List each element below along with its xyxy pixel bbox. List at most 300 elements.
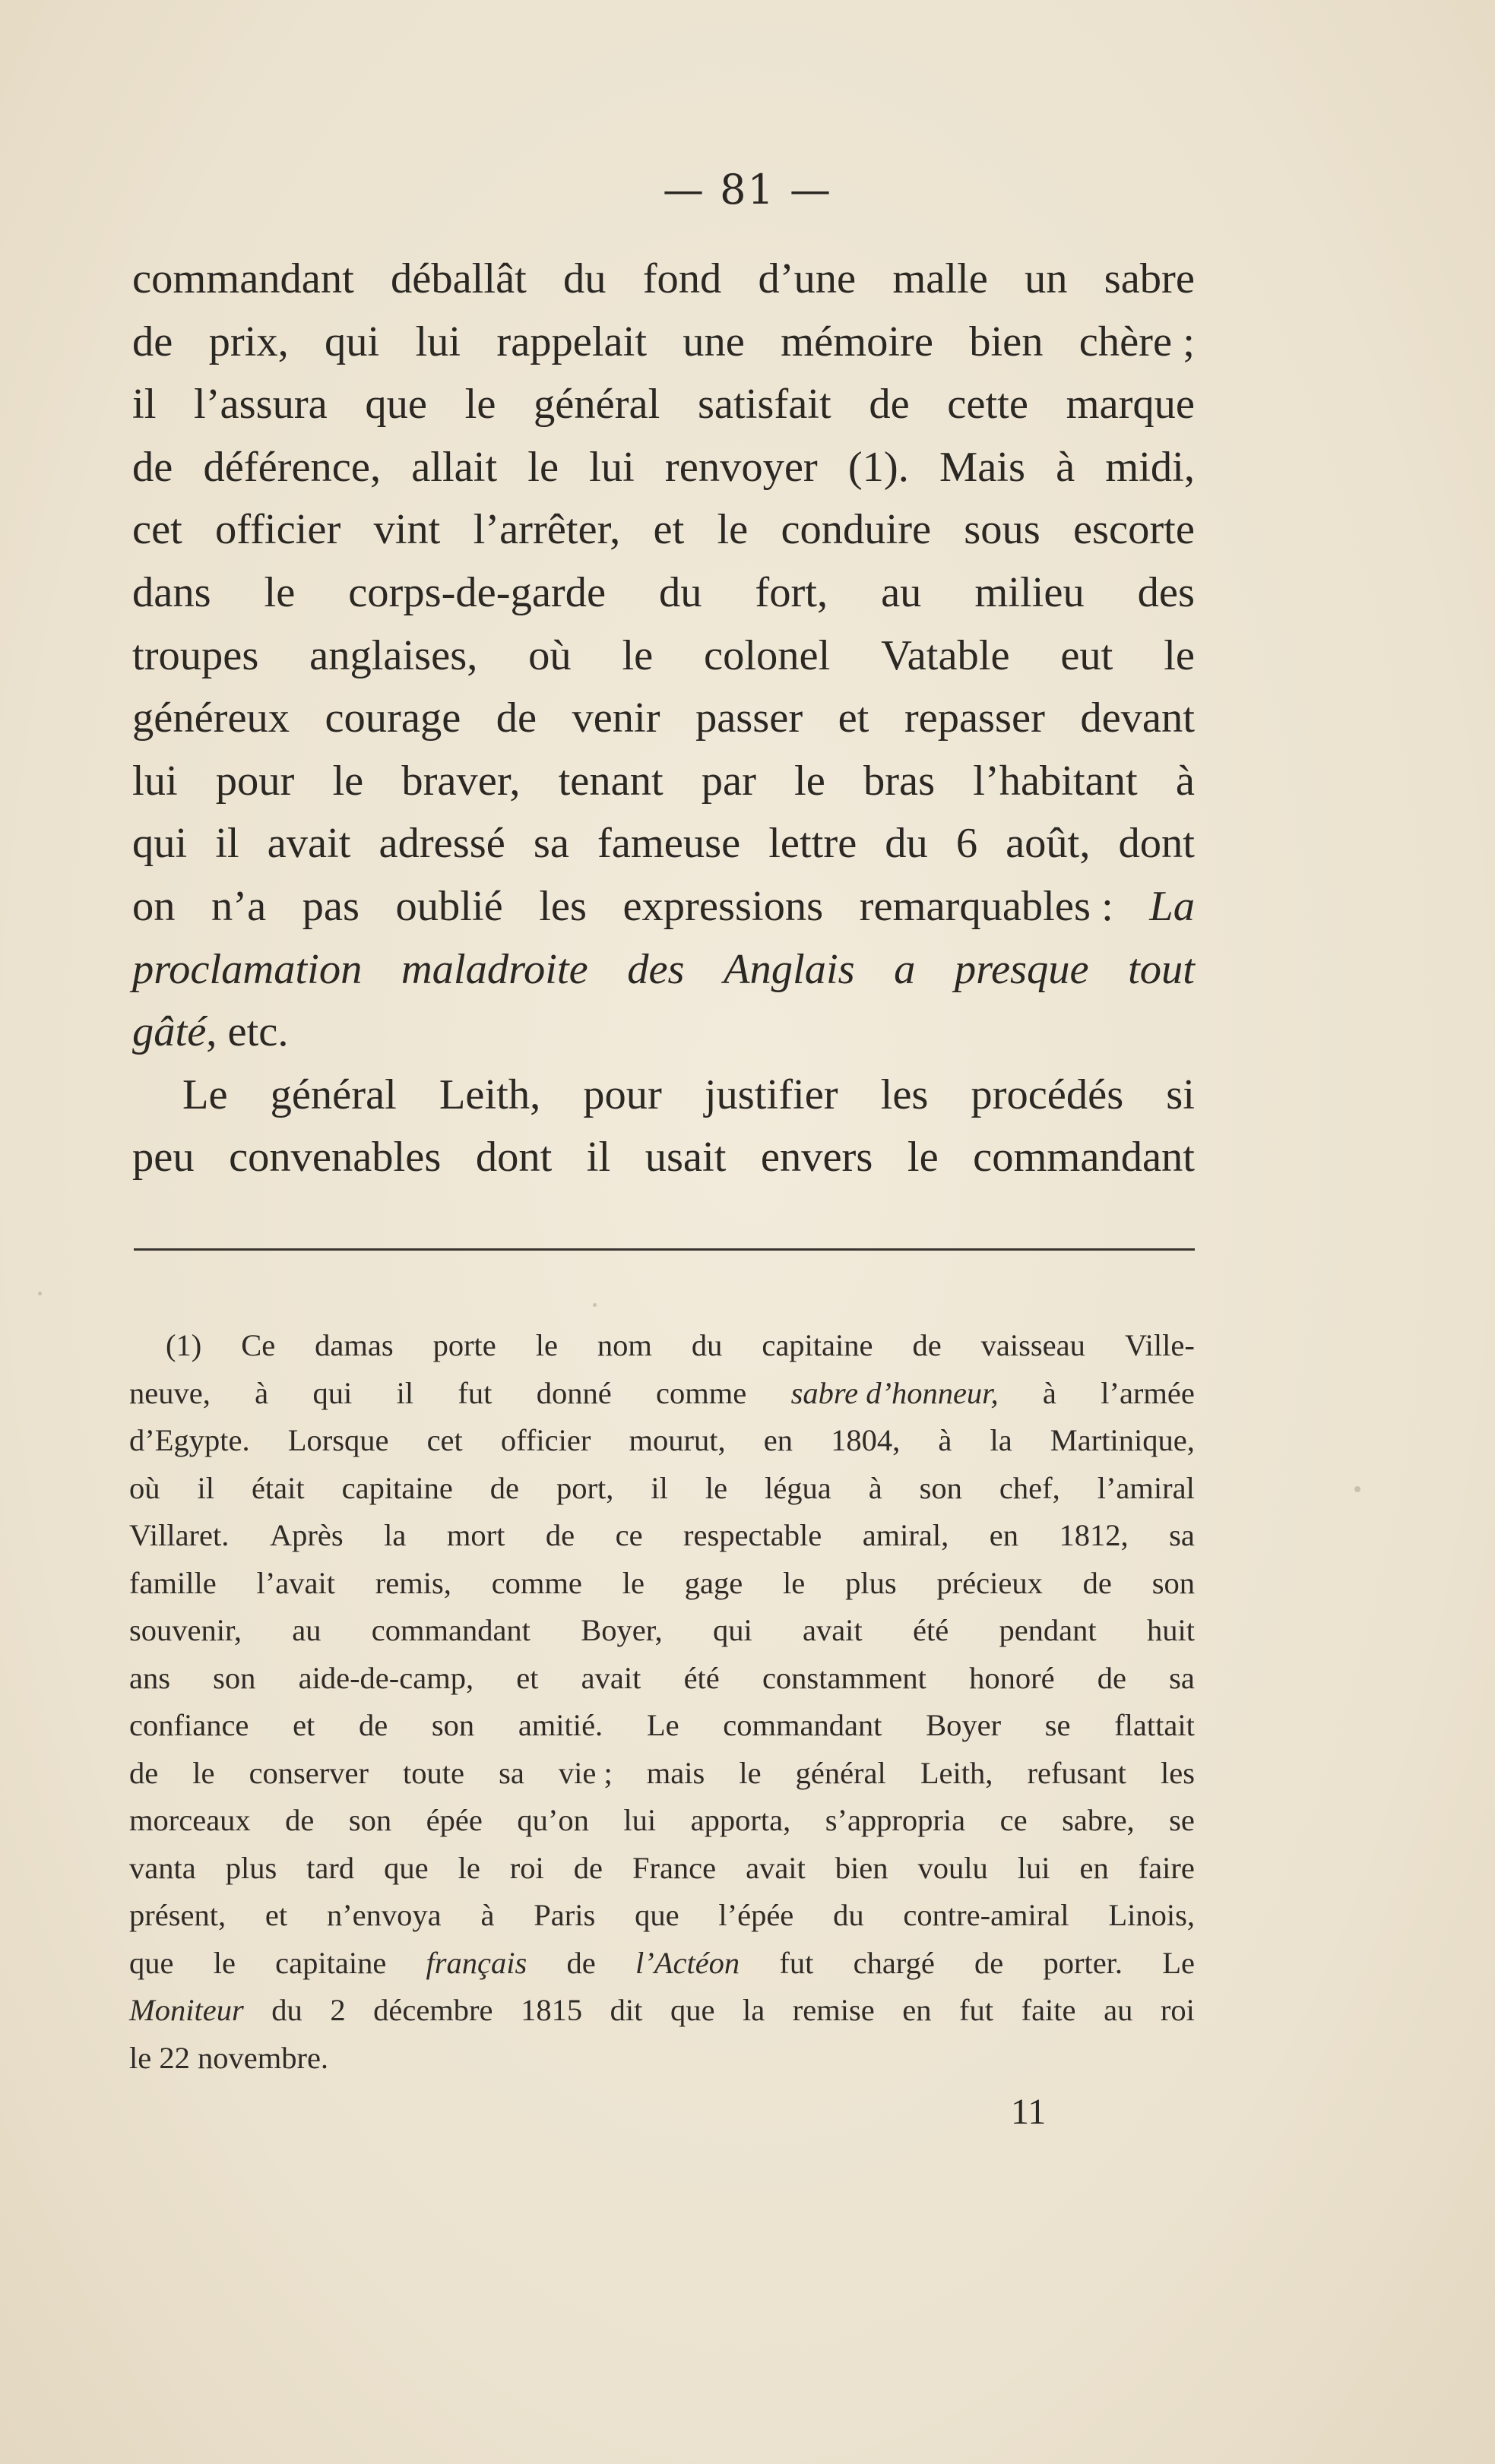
word: adressé bbox=[379, 820, 505, 868]
word: le bbox=[264, 568, 296, 616]
word: vaisseau bbox=[980, 1328, 1085, 1362]
word: cet bbox=[426, 1423, 463, 1457]
word: le bbox=[458, 1850, 480, 1885]
word: huit bbox=[1146, 1613, 1195, 1647]
word: et bbox=[653, 506, 685, 554]
paper-spot bbox=[38, 1292, 42, 1295]
word: pour bbox=[215, 757, 295, 805]
word: corps-de-garde bbox=[348, 568, 607, 616]
word: avait bbox=[581, 1660, 641, 1695]
word: bras bbox=[863, 757, 936, 805]
word: était bbox=[251, 1470, 305, 1505]
word: passer bbox=[695, 694, 803, 742]
word: du bbox=[885, 820, 928, 868]
word: général bbox=[795, 1755, 886, 1790]
word: envers bbox=[760, 1134, 873, 1181]
word: Paris bbox=[534, 1898, 596, 1932]
word: la bbox=[742, 1993, 765, 2027]
footnote-line bbox=[129, 1845, 1195, 1893]
word: et bbox=[516, 1660, 539, 1695]
word: apporta, bbox=[690, 1803, 791, 1837]
word: aide-de-camp, bbox=[298, 1660, 474, 1695]
word: lui bbox=[415, 318, 461, 365]
word: son bbox=[1151, 1565, 1195, 1600]
word: respectable bbox=[683, 1518, 822, 1552]
word: il bbox=[197, 1470, 214, 1505]
text-line bbox=[132, 1001, 1195, 1064]
word: l’armée bbox=[1101, 1375, 1195, 1410]
word: que bbox=[670, 1993, 715, 2027]
word: 6 bbox=[955, 820, 978, 868]
word: précieux bbox=[936, 1565, 1043, 1600]
word: en bbox=[989, 1518, 1018, 1552]
paper-spot bbox=[1354, 1486, 1360, 1492]
word: porter. bbox=[1043, 1945, 1123, 1980]
word: justifier bbox=[704, 1071, 838, 1118]
word: mémoire bbox=[781, 318, 933, 365]
word: à bbox=[255, 1375, 269, 1410]
word: les bbox=[539, 882, 587, 930]
word: milieu bbox=[974, 568, 1085, 616]
word: ans bbox=[129, 1660, 170, 1695]
word: à bbox=[1056, 443, 1075, 491]
word: sa bbox=[1169, 1660, 1195, 1695]
word: les bbox=[880, 1071, 929, 1118]
text-line bbox=[132, 812, 1195, 875]
word: dont bbox=[1118, 820, 1195, 868]
word: le bbox=[783, 1565, 806, 1600]
word: plus bbox=[225, 1850, 277, 1885]
word: l’assura bbox=[194, 381, 328, 429]
word: confiance bbox=[129, 1708, 249, 1742]
word: officier bbox=[500, 1423, 591, 1457]
word: fond bbox=[642, 255, 722, 302]
word: en bbox=[902, 1993, 932, 2027]
word: satisfait bbox=[697, 381, 831, 429]
text-line bbox=[132, 561, 1195, 625]
word: Leith, bbox=[439, 1071, 541, 1118]
word: le bbox=[907, 1134, 939, 1181]
word: proclamation bbox=[132, 945, 363, 993]
word: procédés bbox=[971, 1071, 1124, 1118]
word: il bbox=[132, 381, 157, 429]
word: décembre bbox=[373, 1993, 493, 2027]
word: commandant bbox=[723, 1708, 882, 1742]
word: son bbox=[431, 1708, 475, 1742]
word: neuve, bbox=[129, 1375, 211, 1410]
word: que bbox=[365, 381, 427, 429]
word: de bbox=[1097, 1660, 1126, 1695]
word: commandant bbox=[132, 255, 354, 302]
word: Vatable bbox=[881, 631, 1010, 679]
main-text bbox=[132, 248, 1195, 1189]
word: braver, bbox=[401, 757, 521, 805]
word: à bbox=[1042, 1375, 1056, 1410]
word: le 22 novembre. bbox=[129, 2040, 329, 2075]
word: capitaine bbox=[275, 1945, 387, 1980]
word: chef, bbox=[999, 1470, 1060, 1505]
footnote-line bbox=[129, 1607, 1195, 1655]
word: renvoyer bbox=[664, 443, 818, 491]
word: de bbox=[1082, 1565, 1112, 1600]
word: de bbox=[489, 1470, 520, 1505]
word: troupes bbox=[132, 631, 259, 679]
word: l’amiral bbox=[1097, 1470, 1195, 1505]
word: se bbox=[1044, 1708, 1071, 1742]
word: Le bbox=[1162, 1945, 1195, 1980]
word: faire bbox=[1138, 1850, 1195, 1885]
word: son bbox=[348, 1803, 392, 1837]
word: épée bbox=[426, 1803, 483, 1837]
word: on bbox=[132, 882, 176, 930]
word: allait bbox=[411, 443, 498, 491]
footnote-rule bbox=[134, 1248, 1195, 1251]
word: remise bbox=[792, 1993, 875, 2027]
word: le bbox=[739, 1755, 762, 1790]
word: l’habitant bbox=[973, 757, 1138, 805]
word: remarquables : bbox=[859, 882, 1113, 930]
word: cet bbox=[132, 506, 182, 554]
text-line bbox=[132, 436, 1195, 499]
text-line bbox=[132, 875, 1195, 938]
word: pendant bbox=[999, 1613, 1097, 1647]
word: roi bbox=[509, 1850, 544, 1885]
word: Martinique, bbox=[1050, 1423, 1195, 1457]
word: venir bbox=[572, 694, 660, 742]
word: à bbox=[938, 1423, 952, 1457]
word: porte bbox=[432, 1328, 496, 1362]
word: que bbox=[129, 1945, 174, 1980]
word: fut bbox=[779, 1945, 814, 1980]
word: Boyer, bbox=[581, 1613, 663, 1647]
word: bien bbox=[969, 318, 1044, 365]
word: sabre, bbox=[1062, 1803, 1135, 1837]
word: Ce bbox=[241, 1328, 276, 1362]
word: capitaine bbox=[341, 1470, 453, 1505]
word: la bbox=[990, 1423, 1012, 1457]
footnote bbox=[129, 1322, 1195, 2082]
page-number: — 81 — bbox=[662, 166, 833, 214]
word: capitaine bbox=[762, 1328, 873, 1362]
word: officier bbox=[215, 506, 341, 554]
word: Le bbox=[182, 1071, 228, 1118]
word: pour bbox=[583, 1071, 662, 1118]
word: convenables bbox=[229, 1134, 442, 1181]
word: le bbox=[332, 757, 364, 805]
word: de bbox=[573, 1850, 603, 1885]
word: lui bbox=[623, 1803, 657, 1837]
footnote-line bbox=[129, 1702, 1195, 1750]
word: où bbox=[129, 1470, 160, 1505]
word: expressions bbox=[622, 882, 824, 930]
word: Linois, bbox=[1108, 1898, 1195, 1932]
word: le bbox=[1164, 631, 1195, 679]
word: où bbox=[528, 631, 572, 679]
word: été bbox=[683, 1660, 720, 1695]
footnote-line bbox=[129, 1987, 1195, 2035]
word: de bbox=[129, 1755, 159, 1790]
word: marque bbox=[1066, 381, 1195, 429]
word: colonel bbox=[704, 631, 831, 679]
word: été bbox=[912, 1613, 949, 1647]
text-line bbox=[132, 750, 1195, 813]
word: gage bbox=[684, 1565, 743, 1600]
word: qui bbox=[312, 1375, 353, 1410]
word: oublié bbox=[395, 882, 503, 930]
word: 1804, bbox=[831, 1423, 901, 1457]
text-line bbox=[132, 311, 1195, 374]
word: mais bbox=[646, 1755, 705, 1790]
word: tenant bbox=[558, 757, 664, 805]
word: refusant bbox=[1027, 1755, 1126, 1790]
word: présent, bbox=[129, 1898, 226, 1932]
word: n’a bbox=[211, 882, 267, 930]
word: donné bbox=[536, 1375, 612, 1410]
word: qui bbox=[132, 820, 188, 868]
word: peu bbox=[132, 1134, 195, 1181]
word: l’épée bbox=[718, 1898, 794, 1932]
word: commandant bbox=[371, 1613, 531, 1647]
word: général bbox=[534, 381, 660, 429]
word: qui bbox=[325, 318, 380, 365]
word: de bbox=[132, 443, 173, 491]
word: sabre bbox=[1104, 255, 1195, 302]
word: Boyer bbox=[926, 1708, 1002, 1742]
word: , etc. bbox=[206, 1008, 289, 1056]
word: vie ; bbox=[558, 1755, 613, 1790]
word: des bbox=[627, 945, 685, 993]
word: amiral, bbox=[862, 1518, 949, 1552]
word: plus bbox=[845, 1565, 897, 1600]
word: au bbox=[881, 568, 922, 616]
word: sabre d’honneur, bbox=[790, 1375, 999, 1410]
text-line bbox=[132, 1064, 1195, 1127]
word: que bbox=[635, 1898, 679, 1932]
word: fut bbox=[458, 1375, 493, 1410]
word: pas bbox=[302, 882, 359, 930]
footnote-line bbox=[129, 2035, 1195, 2083]
word: l’Actéon bbox=[635, 1945, 740, 1980]
word: gâté bbox=[132, 1008, 207, 1056]
word: de bbox=[974, 1945, 1004, 1980]
text-line bbox=[132, 687, 1195, 750]
word: commandant bbox=[973, 1134, 1195, 1181]
word: des bbox=[1137, 568, 1195, 616]
word: le bbox=[622, 1565, 645, 1600]
word: de bbox=[285, 1803, 315, 1837]
word: Lorsque bbox=[287, 1423, 389, 1457]
word: chère ; bbox=[1078, 318, 1195, 365]
footnote-line bbox=[129, 1560, 1195, 1608]
word: malle bbox=[892, 255, 988, 302]
text-line bbox=[132, 248, 1195, 311]
word: si bbox=[1166, 1071, 1195, 1118]
word: déférence, bbox=[203, 443, 382, 491]
word: contre-amiral bbox=[903, 1898, 1069, 1932]
word: anglaises, bbox=[309, 631, 478, 679]
word: roi bbox=[1160, 1993, 1195, 2027]
word: Anglais bbox=[723, 945, 855, 993]
word: au bbox=[1104, 1993, 1133, 2027]
word: lui bbox=[132, 757, 178, 805]
word: comme bbox=[491, 1565, 582, 1600]
word: honoré bbox=[969, 1660, 1055, 1695]
word: et bbox=[293, 1708, 315, 1742]
word: l’arrêter, bbox=[473, 506, 621, 554]
word: du bbox=[271, 1993, 302, 2027]
word: Moniteur bbox=[129, 1993, 244, 2027]
word: août, bbox=[1006, 820, 1091, 868]
word: Villaret. bbox=[129, 1518, 230, 1552]
footnote-line bbox=[129, 1370, 1195, 1418]
footnote-line bbox=[129, 1322, 1195, 1370]
word: que bbox=[384, 1850, 429, 1885]
word: en bbox=[1079, 1850, 1109, 1885]
word: Ville- bbox=[1124, 1328, 1195, 1362]
word: sa bbox=[1169, 1518, 1195, 1552]
word: le bbox=[464, 381, 496, 429]
word: il bbox=[651, 1470, 668, 1505]
word: 1815 bbox=[521, 1993, 583, 2027]
word: se bbox=[1169, 1803, 1195, 1837]
footnote-line bbox=[129, 1940, 1195, 1988]
word: déballât bbox=[391, 255, 527, 302]
text-line bbox=[132, 1126, 1195, 1189]
footnote-line bbox=[129, 1417, 1195, 1465]
word: de bbox=[869, 381, 910, 429]
word: généreux bbox=[132, 694, 290, 742]
word: 2 bbox=[330, 1993, 346, 2027]
word: de bbox=[358, 1708, 388, 1742]
word: n’envoya bbox=[326, 1898, 442, 1932]
word: 1812, bbox=[1059, 1518, 1129, 1552]
word: vanta bbox=[129, 1850, 196, 1885]
word: son bbox=[213, 1660, 256, 1695]
footnote-line bbox=[129, 1892, 1195, 1940]
word: il bbox=[586, 1134, 611, 1181]
word: repasser bbox=[904, 694, 1045, 742]
text-line bbox=[132, 498, 1195, 561]
word: du bbox=[691, 1328, 723, 1362]
word: légua bbox=[765, 1470, 831, 1505]
word: France bbox=[632, 1850, 717, 1885]
paper-spot bbox=[593, 1303, 597, 1307]
word: un bbox=[1025, 255, 1068, 302]
word: La bbox=[1149, 882, 1195, 930]
word: escorte bbox=[1072, 506, 1195, 554]
word: par bbox=[701, 757, 756, 805]
word: son bbox=[919, 1470, 962, 1505]
word: Mais bbox=[939, 443, 1025, 491]
word: à bbox=[868, 1470, 882, 1505]
word: devant bbox=[1080, 694, 1195, 742]
word: qui bbox=[712, 1613, 752, 1647]
word: souvenir, bbox=[129, 1613, 242, 1647]
word: la bbox=[384, 1518, 407, 1552]
word: flattait bbox=[1114, 1708, 1195, 1742]
word: qu’on bbox=[517, 1803, 589, 1837]
word: sa bbox=[499, 1755, 524, 1790]
word: midi, bbox=[1105, 443, 1195, 491]
word: de bbox=[566, 1945, 596, 1980]
word: tard bbox=[306, 1850, 355, 1885]
word: constamment bbox=[762, 1660, 926, 1695]
word: comme bbox=[656, 1375, 747, 1410]
word: général bbox=[270, 1071, 397, 1118]
word: mort bbox=[446, 1518, 505, 1552]
word: toute bbox=[403, 1755, 465, 1790]
signature-mark: 11 bbox=[1011, 2092, 1047, 2132]
word: (1) bbox=[166, 1328, 202, 1362]
word: le bbox=[527, 443, 559, 491]
word: dans bbox=[132, 568, 211, 616]
word: conduire bbox=[781, 506, 932, 554]
word: Le bbox=[646, 1708, 679, 1742]
word: le bbox=[192, 1755, 215, 1790]
word: (1). bbox=[847, 443, 909, 491]
text-line bbox=[132, 938, 1195, 1001]
word: à bbox=[1175, 757, 1195, 805]
word: voulu bbox=[917, 1850, 988, 1885]
word: courage bbox=[325, 694, 461, 742]
word: d’une bbox=[758, 255, 857, 302]
word: dont bbox=[475, 1134, 553, 1181]
word: maladroite bbox=[401, 945, 588, 993]
word: lettre bbox=[768, 820, 857, 868]
word: du bbox=[658, 568, 702, 616]
footnote-line bbox=[129, 1750, 1195, 1798]
word: fort, bbox=[755, 568, 828, 616]
word: Après bbox=[269, 1518, 344, 1552]
word: le bbox=[794, 757, 825, 805]
word: amitié. bbox=[518, 1708, 603, 1742]
word: le bbox=[535, 1328, 558, 1362]
word: damas bbox=[315, 1328, 394, 1362]
word: le bbox=[705, 1470, 728, 1505]
word: les bbox=[1160, 1755, 1195, 1790]
footnote-line bbox=[129, 1655, 1195, 1703]
word: eut bbox=[1060, 631, 1113, 679]
word: mourut, bbox=[629, 1423, 726, 1457]
word: presque bbox=[954, 945, 1089, 993]
word: le bbox=[213, 1945, 236, 1980]
word: ce bbox=[999, 1803, 1028, 1837]
word: usait bbox=[645, 1134, 727, 1181]
word: le bbox=[717, 506, 749, 554]
word: avait bbox=[802, 1613, 863, 1647]
word: fameuse bbox=[597, 820, 741, 868]
word: s’appropria bbox=[825, 1803, 966, 1837]
word: avait bbox=[267, 820, 351, 868]
word: et bbox=[264, 1898, 288, 1932]
word: lui bbox=[589, 443, 635, 491]
word: port, bbox=[556, 1470, 614, 1505]
word: famille bbox=[129, 1565, 217, 1600]
text-line bbox=[132, 625, 1195, 688]
word: de bbox=[545, 1518, 575, 1552]
word: et bbox=[838, 694, 869, 742]
word: remis, bbox=[375, 1565, 451, 1600]
word: à bbox=[480, 1898, 495, 1932]
word: avait bbox=[746, 1850, 806, 1885]
word: au bbox=[292, 1613, 321, 1647]
footnote-line bbox=[129, 1465, 1195, 1513]
word: nom bbox=[597, 1328, 652, 1362]
word: sous bbox=[964, 506, 1040, 554]
word: le bbox=[622, 631, 654, 679]
word: lui bbox=[1017, 1850, 1050, 1885]
word: de bbox=[496, 694, 537, 742]
